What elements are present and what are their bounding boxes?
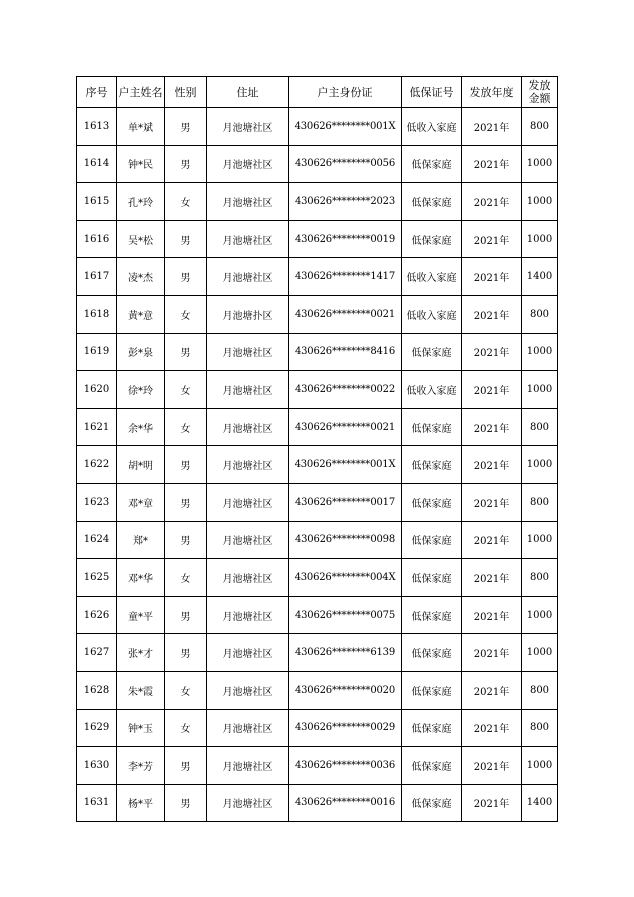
amount-cell: 1000 xyxy=(522,145,558,183)
gender-cell: 女 xyxy=(165,408,207,446)
gender-cell: 男 xyxy=(165,145,207,183)
year-cell: 2021年 xyxy=(462,258,522,296)
certificate-cell: 低收入家庭 xyxy=(402,258,462,296)
header-amount-line1: 发放 xyxy=(528,79,551,92)
address-cell: 月池塘社区 xyxy=(207,333,289,371)
id-card-cell: 430626********0021 xyxy=(289,408,402,446)
header-name: 户主姓名 xyxy=(117,77,165,108)
certificate-cell: 低保家庭 xyxy=(402,671,462,709)
id-card-cell: 430626********001X xyxy=(289,108,402,146)
gender-cell: 男 xyxy=(165,747,207,785)
table-row xyxy=(77,408,558,446)
id-card-cell: 430626********0036 xyxy=(289,747,402,785)
year-cell: 2021年 xyxy=(462,784,522,822)
table-row xyxy=(77,559,558,597)
gender-cell: 男 xyxy=(165,596,207,634)
amount-cell: 800 xyxy=(522,295,558,333)
gender-cell: 女 xyxy=(165,559,207,597)
seq-cell: 1613 xyxy=(77,108,117,146)
certificate-cell: 低保家庭 xyxy=(402,709,462,747)
year-cell: 2021年 xyxy=(462,371,522,409)
address-cell: 月池塘扑区 xyxy=(207,295,289,333)
certificate-cell: 低保家庭 xyxy=(402,183,462,221)
gender-cell: 男 xyxy=(165,521,207,559)
seq-cell: 1627 xyxy=(77,634,117,672)
gender-cell: 女 xyxy=(165,671,207,709)
seq-cell: 1630 xyxy=(77,747,117,785)
amount-cell: 800 xyxy=(522,709,558,747)
id-card-cell: 430626********0098 xyxy=(289,521,402,559)
year-cell: 2021年 xyxy=(462,747,522,785)
seq-cell: 1625 xyxy=(77,559,117,597)
certificate-cell: 低保家庭 xyxy=(402,408,462,446)
amount-cell: 1000 xyxy=(522,596,558,634)
certificate-cell: 低收入家庭 xyxy=(402,295,462,333)
table-row xyxy=(77,709,558,747)
id-card-cell: 430626********0020 xyxy=(289,671,402,709)
certificate-cell: 低保家庭 xyxy=(402,521,462,559)
address-cell: 月池塘社区 xyxy=(207,108,289,146)
year-cell: 2021年 xyxy=(462,408,522,446)
seq-cell: 1618 xyxy=(77,295,117,333)
seq-cell: 1620 xyxy=(77,371,117,409)
year-cell: 2021年 xyxy=(462,145,522,183)
table-row xyxy=(77,747,558,785)
certificate-cell: 低保家庭 xyxy=(402,446,462,484)
seq-cell: 1619 xyxy=(77,333,117,371)
name-cell: 邓*华 xyxy=(117,559,165,597)
seq-cell: 1623 xyxy=(77,483,117,521)
gender-cell: 男 xyxy=(165,108,207,146)
table-row xyxy=(77,446,558,484)
seq-cell: 1624 xyxy=(77,521,117,559)
name-cell: 童*平 xyxy=(117,596,165,634)
address-cell: 月池塘社区 xyxy=(207,559,289,597)
name-cell: 黄*意 xyxy=(117,295,165,333)
name-cell: 余*华 xyxy=(117,408,165,446)
table-row xyxy=(77,295,558,333)
address-cell: 月池塘社区 xyxy=(207,709,289,747)
table-row xyxy=(77,258,558,296)
address-cell: 月池塘社区 xyxy=(207,784,289,822)
address-cell: 月池塘社区 xyxy=(207,634,289,672)
certificate-cell: 低保家庭 xyxy=(402,747,462,785)
id-card-cell: 430626********0029 xyxy=(289,709,402,747)
amount-cell: 1000 xyxy=(522,634,558,672)
name-cell: 徐*玲 xyxy=(117,371,165,409)
table-row xyxy=(77,521,558,559)
id-card-cell: 430626********1417 xyxy=(289,258,402,296)
id-card-cell: 430626********0019 xyxy=(289,220,402,258)
table-row xyxy=(77,333,558,371)
table-row xyxy=(77,145,558,183)
header-row xyxy=(77,77,558,108)
year-cell: 2021年 xyxy=(462,671,522,709)
seq-cell: 1628 xyxy=(77,671,117,709)
name-cell: 胡*明 xyxy=(117,446,165,484)
name-cell: 单*斌 xyxy=(117,108,165,146)
amount-cell: 1000 xyxy=(522,371,558,409)
table-header xyxy=(77,77,558,108)
seq-cell: 1621 xyxy=(77,408,117,446)
certificate-cell: 低保家庭 xyxy=(402,634,462,672)
table-row xyxy=(77,784,558,822)
id-card-cell: 430626********2023 xyxy=(289,183,402,221)
certificate-cell: 低保家庭 xyxy=(402,333,462,371)
id-card-cell: 430626********6139 xyxy=(289,634,402,672)
address-cell: 月池塘社区 xyxy=(207,258,289,296)
amount-cell: 800 xyxy=(522,108,558,146)
year-cell: 2021年 xyxy=(462,295,522,333)
id-card-cell: 430626********0021 xyxy=(289,295,402,333)
amount-cell: 1000 xyxy=(522,521,558,559)
allowance-roster-table xyxy=(76,76,558,822)
table-body xyxy=(77,108,558,822)
table-row xyxy=(77,183,558,221)
amount-cell: 1400 xyxy=(522,784,558,822)
certificate-cell: 低保家庭 xyxy=(402,559,462,597)
id-card-cell: 430626********0016 xyxy=(289,784,402,822)
year-cell: 2021年 xyxy=(462,483,522,521)
name-cell: 杨*平 xyxy=(117,784,165,822)
address-cell: 月池塘社区 xyxy=(207,521,289,559)
gender-cell: 女 xyxy=(165,183,207,221)
id-card-cell: 430626********0022 xyxy=(289,371,402,409)
header-amount xyxy=(522,77,558,108)
table-row xyxy=(77,596,558,634)
certificate-cell: 低保家庭 xyxy=(402,145,462,183)
id-card-cell: 430626********8416 xyxy=(289,333,402,371)
name-cell: 李*芳 xyxy=(117,747,165,785)
id-card-cell: 430626********001X xyxy=(289,446,402,484)
name-cell: 彭*泉 xyxy=(117,333,165,371)
seq-cell: 1631 xyxy=(77,784,117,822)
year-cell: 2021年 xyxy=(462,559,522,597)
amount-cell: 1000 xyxy=(522,333,558,371)
amount-cell: 800 xyxy=(522,483,558,521)
amount-cell: 1000 xyxy=(522,183,558,221)
seq-cell: 1615 xyxy=(77,183,117,221)
gender-cell: 女 xyxy=(165,295,207,333)
id-card-cell: 430626********0056 xyxy=(289,145,402,183)
id-card-cell: 430626********0075 xyxy=(289,596,402,634)
certificate-cell: 低收入家庭 xyxy=(402,371,462,409)
certificate-cell: 低保家庭 xyxy=(402,784,462,822)
gender-cell: 男 xyxy=(165,446,207,484)
name-cell: 凌*杰 xyxy=(117,258,165,296)
address-cell: 月池塘社区 xyxy=(207,371,289,409)
address-cell: 月池塘社区 xyxy=(207,408,289,446)
year-cell: 2021年 xyxy=(462,333,522,371)
seq-cell: 1614 xyxy=(77,145,117,183)
seq-cell: 1629 xyxy=(77,709,117,747)
year-cell: 2021年 xyxy=(462,183,522,221)
table-row xyxy=(77,371,558,409)
amount-cell: 800 xyxy=(522,408,558,446)
gender-cell: 男 xyxy=(165,784,207,822)
seq-cell: 1616 xyxy=(77,220,117,258)
seq-cell: 1626 xyxy=(77,596,117,634)
table-row xyxy=(77,220,558,258)
header-amount-line2: 金额 xyxy=(528,92,551,105)
address-cell: 月池塘社区 xyxy=(207,671,289,709)
gender-cell: 女 xyxy=(165,709,207,747)
header-certificate: 低保证号 xyxy=(402,77,462,108)
address-cell: 月池塘社区 xyxy=(207,446,289,484)
gender-cell: 女 xyxy=(165,371,207,409)
certificate-cell: 低保家庭 xyxy=(402,483,462,521)
table-row xyxy=(77,671,558,709)
amount-cell: 800 xyxy=(522,671,558,709)
address-cell: 月池塘社区 xyxy=(207,483,289,521)
amount-cell: 1000 xyxy=(522,220,558,258)
header-seq: 序号 xyxy=(77,77,117,108)
gender-cell: 男 xyxy=(165,220,207,258)
address-cell: 月池塘社区 xyxy=(207,596,289,634)
gender-cell: 男 xyxy=(165,634,207,672)
year-cell: 2021年 xyxy=(462,596,522,634)
seq-cell: 1617 xyxy=(77,258,117,296)
header-year: 发放年度 xyxy=(462,77,522,108)
name-cell: 孔*玲 xyxy=(117,183,165,221)
table-row xyxy=(77,634,558,672)
name-cell: 钟*民 xyxy=(117,145,165,183)
address-cell: 月池塘社区 xyxy=(207,183,289,221)
header-id-card: 户主身份证 xyxy=(289,77,402,108)
name-cell: 郑* xyxy=(117,521,165,559)
amount-cell: 1000 xyxy=(522,446,558,484)
year-cell: 2021年 xyxy=(462,220,522,258)
certificate-cell: 低收入家庭 xyxy=(402,108,462,146)
header-address: 住址 xyxy=(207,77,289,108)
name-cell: 钟*玉 xyxy=(117,709,165,747)
table-row xyxy=(77,483,558,521)
address-cell: 月池塘社区 xyxy=(207,747,289,785)
gender-cell: 男 xyxy=(165,258,207,296)
gender-cell: 男 xyxy=(165,483,207,521)
amount-cell: 1000 xyxy=(522,747,558,785)
seq-cell: 1622 xyxy=(77,446,117,484)
amount-cell: 1400 xyxy=(522,258,558,296)
name-cell: 张*才 xyxy=(117,634,165,672)
table-row xyxy=(77,108,558,146)
year-cell: 2021年 xyxy=(462,108,522,146)
year-cell: 2021年 xyxy=(462,709,522,747)
year-cell: 2021年 xyxy=(462,446,522,484)
year-cell: 2021年 xyxy=(462,634,522,672)
header-gender: 性别 xyxy=(165,77,207,108)
name-cell: 朱*霞 xyxy=(117,671,165,709)
address-cell: 月池塘社区 xyxy=(207,145,289,183)
address-cell: 月池塘社区 xyxy=(207,220,289,258)
id-card-cell: 430626********004X xyxy=(289,559,402,597)
name-cell: 邓*章 xyxy=(117,483,165,521)
certificate-cell: 低保家庭 xyxy=(402,220,462,258)
certificate-cell: 低保家庭 xyxy=(402,596,462,634)
year-cell: 2021年 xyxy=(462,521,522,559)
id-card-cell: 430626********0017 xyxy=(289,483,402,521)
gender-cell: 男 xyxy=(165,333,207,371)
name-cell: 吴*松 xyxy=(117,220,165,258)
amount-cell: 800 xyxy=(522,559,558,597)
